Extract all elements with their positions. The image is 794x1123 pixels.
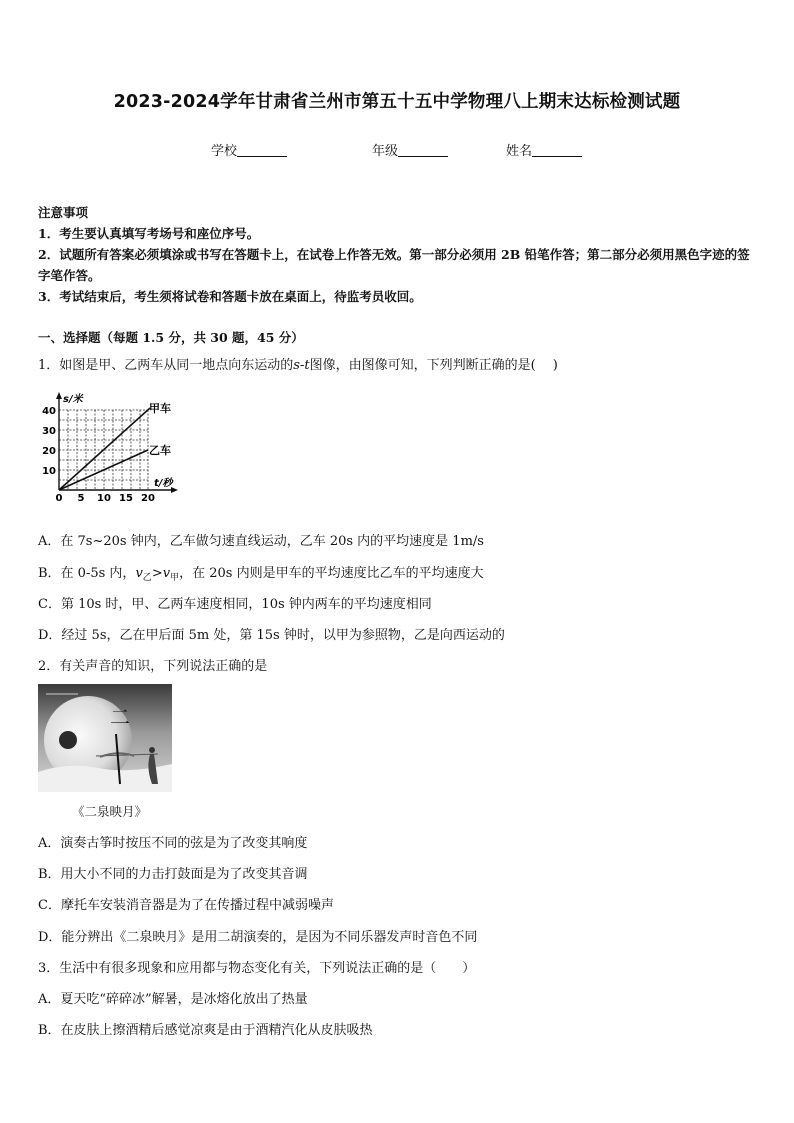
v-symbol-1: v	[135, 566, 143, 581]
subscript-jia: 甲	[170, 573, 180, 583]
q1-stem-a: 1．如图是甲、乙两车从同一地点向东运动的	[38, 358, 294, 373]
x-tick-20: 20	[141, 493, 155, 504]
question-1-stem	[38, 354, 760, 373]
q1-option-d[interactable]: D．经过 5s，乙在甲后面 5m 处，第 15s 钟时，以甲为参照物，乙是向西运动的	[38, 628, 505, 643]
q2-image-caption: 《二泉映月》	[72, 804, 148, 819]
v-symbol-2: v	[162, 566, 171, 581]
q2-option-d[interactable]: D．能分辨出《二泉映月》是用二胡演奏的，是因为不同乐器发声时音色不同	[38, 930, 478, 945]
q1-option-a[interactable]: A．在 7s~20s 钟内，乙车做匀速直线运动，乙车 20s 内的平均速度是 1m/s	[38, 534, 484, 549]
x-tick-10: 10	[97, 493, 111, 504]
note-item-2: 2．试题所有答案必须填涂或书写在答题卡上，在试卷上作答无效。第一部分必须用 2B 铅笔作答；第二部分必须用黑色字迹的签字笔作答。	[38, 247, 750, 283]
x-axis-label: t/秒	[154, 478, 173, 489]
line-jia-label: 甲车	[149, 402, 171, 415]
q3-option-a[interactable]: A．夏天吃“碎碎冰”解暑，是冰熔化放出了热量	[38, 992, 308, 1007]
y-tick-30: 30	[42, 426, 56, 437]
grade-field[interactable]	[372, 140, 448, 159]
line-yi	[59, 450, 148, 490]
x-tick-15: 15	[119, 493, 133, 504]
note-item-1: 1．考生要认真填写考场号和座位序号。	[38, 226, 260, 241]
note-item-3: 3．考试结束后，考生须将试卷和答题卡放在桌面上，待监考员收回。	[38, 289, 422, 304]
section-heading: 一、选择题（每题 1.5 分，共 30 题，45 分）	[38, 330, 304, 345]
q1-stem-var: s-t	[293, 358, 310, 373]
notes-list	[38, 223, 760, 307]
q1-option-b-b: ，在 20s 内则是甲车的平均速度比乙车的平均速度大	[179, 566, 484, 581]
y-axis-label: s/米	[63, 394, 83, 405]
name-field[interactable]	[506, 140, 582, 159]
y-tick-40: 40	[42, 406, 56, 417]
x-tick-0: 0	[55, 493, 63, 504]
question-3-stem: 3．生活中有很多现象和应用都与物态变化有关，下列说法正确的是（ ）	[38, 961, 476, 976]
q1-option-b-a: B．在 0-5s 内，	[38, 566, 136, 581]
q2-option-c[interactable]: C．摩托车安装消音器是为了在传播过程中减弱噪声	[38, 898, 334, 913]
st-graph	[38, 390, 188, 508]
q2-option-a[interactable]: A．演奏古筝时按压不同的弦是为了改变其响度	[38, 836, 308, 851]
y-tick-20: 20	[42, 446, 56, 457]
q1-option-c[interactable]: C．第 10s 时，甲、乙两车速度相同，10s 钟内两车的平均速度相同	[38, 597, 432, 612]
school-label: 学校	[211, 144, 238, 159]
name-blank[interactable]	[532, 144, 582, 157]
q3-option-b[interactable]: B．在皮肤上擦酒精后感觉凉爽是由于酒精汽化从皮肤吸热	[38, 1023, 373, 1038]
question-2-stem: 2．有关声音的知识，下列说法正确的是	[38, 659, 268, 674]
grade-label: 年级	[372, 144, 399, 159]
gt-symbol: >	[151, 566, 163, 581]
erquan-yingyue-picture	[38, 684, 172, 792]
q1-stem-b: 图像，由图像可知，下列判断正确的是( )	[309, 358, 558, 373]
line-yi-label: 乙车	[149, 444, 171, 457]
school-field[interactable]	[211, 140, 287, 159]
q1-option-b[interactable]	[38, 562, 760, 583]
notes-heading: 注意事项	[38, 205, 89, 220]
name-label: 姓名	[506, 144, 533, 159]
x-tick-5: 5	[77, 493, 85, 504]
svg-text:二: 二	[110, 705, 130, 729]
q2-option-b[interactable]: B．用大小不同的力击打鼓面是为了改变其音调	[38, 867, 308, 882]
subscript-yi: 乙	[142, 573, 152, 583]
grade-blank[interactable]	[398, 144, 448, 157]
y-tick-10: 10	[42, 466, 56, 477]
exam-title: 2023-2024学年甘肃省兰州市第五十五中学物理八上期末达标检测试题	[113, 92, 681, 112]
school-blank[interactable]	[237, 144, 287, 157]
